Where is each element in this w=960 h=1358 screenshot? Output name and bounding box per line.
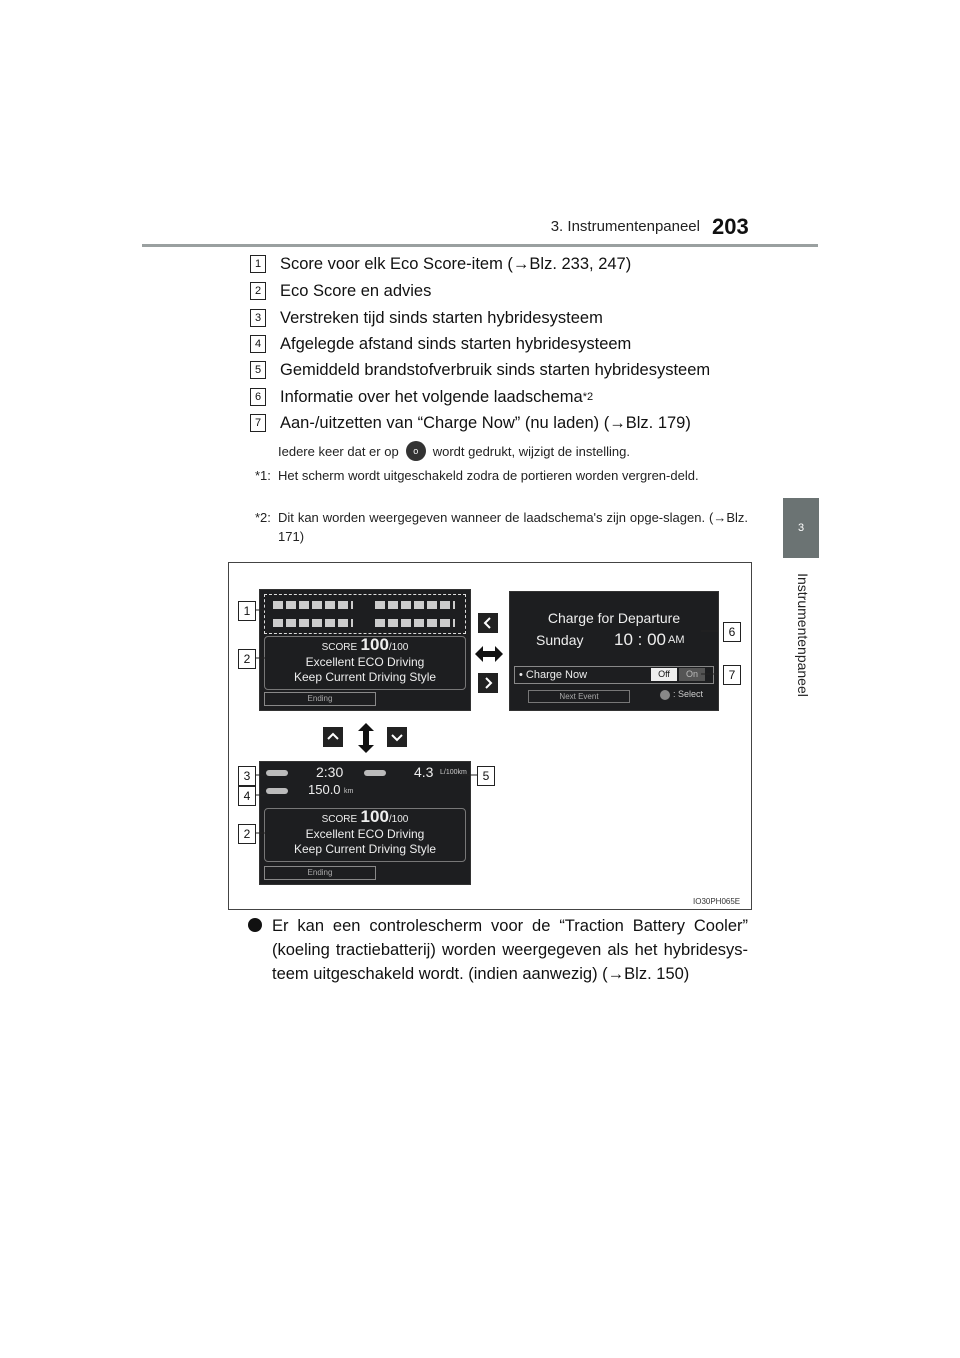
score-value: 100 [360, 635, 389, 654]
footnote-mark: *1: [255, 468, 271, 483]
list-item [250, 411, 691, 435]
score-max: /100 [388, 642, 409, 653]
callout-2: 2 [238, 824, 256, 844]
item-number: 3 [250, 309, 266, 327]
charge-time: 10 : 00 [614, 630, 666, 649]
next-event-bar: Next Event [528, 690, 630, 703]
item-number: 2 [250, 282, 266, 300]
item-number: 7 [250, 414, 266, 432]
callout-7: 7 [723, 665, 741, 685]
off-option: Off [651, 668, 677, 681]
score-label: SCORE [321, 814, 358, 825]
item-text: Gemiddeld brandstofverbruik sinds starten hybridesysteem [280, 360, 711, 379]
callout-lines [229, 563, 751, 909]
select-label: : Select [673, 689, 704, 699]
list-item [250, 358, 710, 382]
distance-unit: km [344, 788, 354, 795]
fuel-unit: L/100km [440, 769, 467, 776]
callout-4: 4 [238, 786, 256, 806]
callout-5: 5 [477, 766, 495, 786]
elapsed-time: 2:30 [316, 764, 344, 780]
callout-3: 3 [238, 766, 256, 786]
item-number: 1 [250, 255, 266, 273]
distance-value: 150.0 [308, 782, 341, 797]
advice-line-1: Excellent ECO Driving [305, 827, 425, 841]
figure-code: IO30PH065E [693, 897, 741, 906]
charge-day: Sunday [536, 632, 584, 648]
item-text: Verstreken tijd sinds starten hybridesysteem [280, 308, 603, 327]
callout-2: 2 [238, 649, 256, 669]
fuel-value: 4.3 [414, 764, 434, 780]
footnote-2 [255, 508, 755, 548]
ending-bar: Ending [264, 692, 376, 706]
score-label: SCORE [321, 642, 358, 653]
list-item [250, 279, 431, 303]
callout-6: 6 [723, 622, 741, 642]
item-text: Afgelegde afstand sinds starten hybridesysteem [280, 334, 632, 353]
footnote-mark: *2: [255, 510, 271, 525]
bullet-icon [248, 918, 262, 932]
score-value: 100 [360, 807, 389, 826]
footnote-text: Dit kan worden weergegeven wanneer de laadschema's zijn opge-slagen. (→Blz. 171) [278, 510, 748, 544]
chapter-label [780, 565, 820, 715]
chapter-label-text: Instrumentenpaneel [795, 573, 811, 697]
item-text: Informatie over het volgende laadschema [280, 387, 583, 406]
item-text: Aan-/uitzetten van “Charge Now” (nu laden) (→Blz. 179) [280, 413, 691, 432]
footnote-1 [255, 466, 755, 506]
display-illustration [228, 562, 752, 910]
charge-ampm: AM [668, 634, 685, 646]
ending-bar: Ending [264, 866, 376, 880]
note-before: Iedere keer dat er op [278, 443, 399, 459]
section-title: 3. Instrumentenpaneel [550, 218, 700, 235]
charge-title: Charge for Departure [547, 610, 681, 626]
on-option: On [679, 668, 705, 681]
list-item [250, 252, 631, 276]
note-after: wordt gedrukt, wijzigt de instelling. [432, 443, 630, 459]
item-number: 6 [250, 388, 266, 406]
list-item [250, 385, 593, 409]
item-text: Score voor elk Eco Score-item (→Blz. 233, 247) [280, 254, 632, 273]
o-button-icon: o [406, 441, 426, 461]
advice-line-1: Excellent ECO Driving [305, 655, 425, 669]
footnote-text: Het scherm wordt uitgeschakeld zodra de portieren worden vergren-deld. [278, 468, 699, 483]
charge-now-label: • Charge Now [519, 669, 588, 681]
advice-line-2: Keep Current Driving Style [293, 670, 437, 684]
header-divider [142, 244, 818, 247]
bullet-text: Er kan een controlescherm voor de “Traction Battery Cooler” (koeling tractiebatterij) worden weergegeven als het hybridesys-teem uitgeschakeld wordt. (indien aanwezig) (→Blz. 150) [272, 917, 748, 983]
item-number: 4 [250, 335, 266, 353]
score-max: /100 [388, 814, 409, 825]
item-number: 5 [250, 361, 266, 379]
list-item [250, 332, 631, 356]
advice-line-2: Keep Current Driving Style [293, 842, 437, 856]
item-text: Eco Score en advies [280, 281, 432, 300]
note [278, 441, 630, 461]
footnote-ref: *2 [582, 391, 594, 403]
list-item [250, 306, 603, 330]
page-number: 203 [712, 214, 749, 239]
callout-1: 1 [238, 601, 256, 621]
chapter-tab: 3 [783, 498, 819, 558]
